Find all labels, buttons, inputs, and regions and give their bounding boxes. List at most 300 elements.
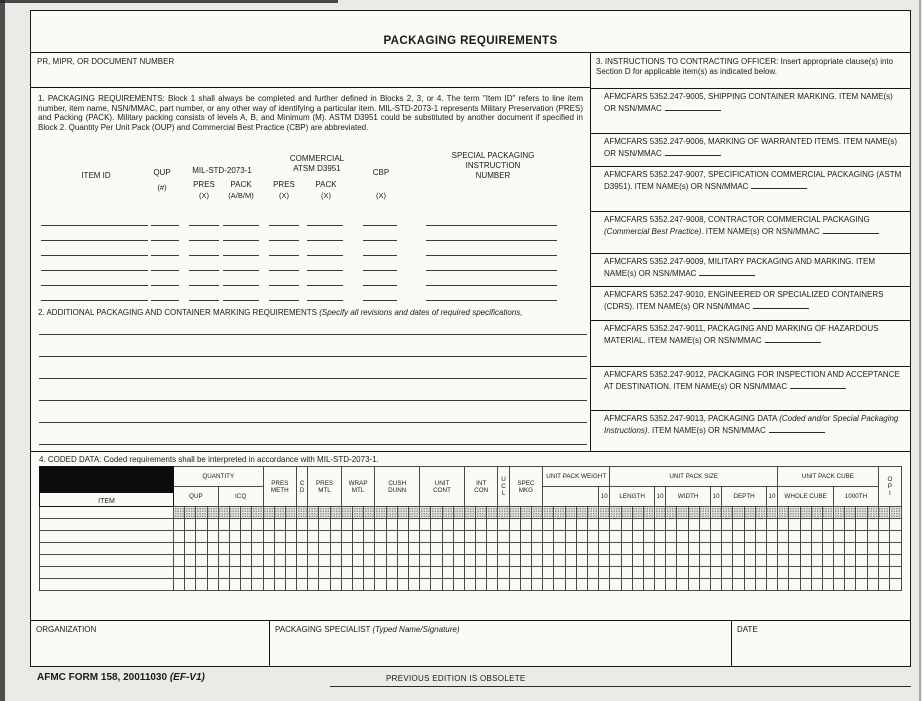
entry-line[interactable] — [363, 255, 397, 256]
coded-cell[interactable] — [643, 519, 654, 531]
coded-cell[interactable] — [196, 567, 207, 579]
coded-cell[interactable] — [845, 507, 856, 519]
coded-cell[interactable] — [297, 579, 308, 591]
entry-line[interactable] — [426, 240, 557, 241]
coded-cell[interactable] — [699, 579, 710, 591]
coded-cell[interactable] — [420, 531, 431, 543]
coded-cell[interactable] — [308, 507, 319, 519]
coded-cell[interactable] — [766, 543, 777, 555]
coded-cell[interactable] — [453, 567, 464, 579]
coded-cell[interactable] — [867, 543, 878, 555]
coded-cell[interactable] — [509, 507, 520, 519]
coded-cell[interactable] — [241, 567, 252, 579]
coded-item-cell[interactable] — [40, 519, 174, 531]
clause-fill-line[interactable] — [790, 380, 846, 389]
coded-cell[interactable] — [218, 507, 229, 519]
coded-cell[interactable] — [867, 507, 878, 519]
coded-cell[interactable] — [375, 555, 386, 567]
coded-cell[interactable] — [610, 555, 621, 567]
coded-cell[interactable] — [196, 555, 207, 567]
coded-cell[interactable] — [241, 543, 252, 555]
coded-cell[interactable] — [800, 567, 811, 579]
entry-line[interactable] — [189, 300, 219, 301]
coded-cell[interactable] — [610, 507, 621, 519]
coded-cell[interactable] — [185, 567, 196, 579]
coded-cell[interactable] — [643, 567, 654, 579]
coded-cell[interactable] — [509, 531, 520, 543]
coded-cell[interactable] — [699, 555, 710, 567]
coded-cell[interactable] — [218, 543, 229, 555]
coded-cell[interactable] — [890, 519, 902, 531]
coded-cell[interactable] — [420, 543, 431, 555]
coded-cell[interactable] — [711, 531, 722, 543]
coded-cell[interactable] — [375, 531, 386, 543]
entry-line[interactable] — [189, 225, 219, 226]
entry-line[interactable] — [363, 270, 397, 271]
coded-cell[interactable] — [688, 555, 699, 567]
coded-cell[interactable] — [778, 507, 789, 519]
coded-cell[interactable] — [733, 555, 744, 567]
coded-cell[interactable] — [688, 543, 699, 555]
coded-cell[interactable] — [453, 555, 464, 567]
coded-cell[interactable] — [431, 531, 442, 543]
entry-line[interactable] — [223, 240, 259, 241]
coded-cell[interactable] — [856, 555, 867, 567]
coded-cell[interactable] — [565, 579, 576, 591]
coded-cell[interactable] — [834, 531, 845, 543]
coded-cell[interactable] — [599, 567, 610, 579]
coded-cell[interactable] — [353, 579, 364, 591]
coded-cell[interactable] — [822, 567, 833, 579]
coded-cell[interactable] — [308, 519, 319, 531]
coded-cell[interactable] — [677, 543, 688, 555]
entry-line[interactable] — [269, 300, 299, 301]
coded-cell[interactable] — [867, 531, 878, 543]
coded-cell[interactable] — [811, 579, 822, 591]
coded-cell[interactable] — [543, 567, 554, 579]
coded-cell[interactable] — [621, 531, 632, 543]
coded-cell[interactable] — [834, 567, 845, 579]
coded-cell[interactable] — [722, 531, 733, 543]
coded-cell[interactable] — [487, 555, 498, 567]
entry-line[interactable] — [39, 400, 587, 401]
coded-cell[interactable] — [666, 519, 677, 531]
coded-cell[interactable] — [733, 543, 744, 555]
coded-item-cell[interactable] — [40, 555, 174, 567]
coded-cell[interactable] — [845, 531, 856, 543]
coded-cell[interactable] — [520, 531, 531, 543]
coded-cell[interactable] — [408, 519, 419, 531]
coded-cell[interactable] — [890, 579, 902, 591]
coded-cell[interactable] — [778, 579, 789, 591]
coded-cell[interactable] — [274, 579, 285, 591]
coded-cell[interactable] — [386, 543, 397, 555]
coded-cell[interactable] — [431, 567, 442, 579]
coded-cell[interactable] — [778, 567, 789, 579]
coded-cell[interactable] — [789, 567, 800, 579]
coded-cell[interactable] — [532, 519, 543, 531]
coded-cell[interactable] — [867, 555, 878, 567]
coded-cell[interactable] — [845, 519, 856, 531]
coded-cell[interactable] — [476, 543, 487, 555]
coded-cell[interactable] — [800, 555, 811, 567]
coded-cell[interactable] — [543, 531, 554, 543]
coded-cell[interactable] — [867, 579, 878, 591]
packaging-specialist-field[interactable] — [269, 621, 731, 666]
coded-cell[interactable] — [655, 567, 666, 579]
coded-cell[interactable] — [890, 555, 902, 567]
coded-cell[interactable] — [688, 531, 699, 543]
coded-cell[interactable] — [207, 507, 218, 519]
coded-cell[interactable] — [834, 519, 845, 531]
entry-line[interactable] — [223, 225, 259, 226]
coded-cell[interactable] — [431, 543, 442, 555]
coded-cell[interactable] — [722, 567, 733, 579]
coded-cell[interactable] — [666, 579, 677, 591]
coded-cell[interactable] — [599, 531, 610, 543]
coded-cell[interactable] — [408, 543, 419, 555]
coded-cell[interactable] — [319, 531, 330, 543]
coded-cell[interactable] — [285, 579, 296, 591]
coded-cell[interactable] — [621, 543, 632, 555]
coded-cell[interactable] — [688, 567, 699, 579]
coded-cell[interactable] — [845, 543, 856, 555]
entry-line[interactable] — [39, 356, 587, 357]
coded-cell[interactable] — [878, 543, 889, 555]
coded-cell[interactable] — [766, 519, 777, 531]
coded-cell[interactable] — [397, 507, 408, 519]
coded-cell[interactable] — [341, 579, 352, 591]
coded-cell[interactable] — [218, 555, 229, 567]
coded-cell[interactable] — [274, 519, 285, 531]
coded-cell[interactable] — [699, 531, 710, 543]
coded-cell[interactable] — [811, 519, 822, 531]
coded-cell[interactable] — [464, 555, 475, 567]
entry-line[interactable] — [41, 285, 148, 286]
coded-item-cell[interactable] — [40, 543, 174, 555]
coded-cell[interactable] — [498, 555, 509, 567]
coded-cell[interactable] — [778, 519, 789, 531]
coded-cell[interactable] — [509, 555, 520, 567]
coded-cell[interactable] — [319, 519, 330, 531]
coded-cell[interactable] — [890, 531, 902, 543]
coded-cell[interactable] — [856, 567, 867, 579]
coded-cell[interactable] — [464, 567, 475, 579]
coded-cell[interactable] — [621, 519, 632, 531]
coded-cell[interactable] — [755, 567, 766, 579]
clause-fill-line[interactable] — [753, 300, 809, 309]
coded-cell[interactable] — [185, 507, 196, 519]
coded-cell[interactable] — [442, 519, 453, 531]
coded-cell[interactable] — [543, 507, 554, 519]
coded-cell[interactable] — [174, 519, 185, 531]
coded-cell[interactable] — [587, 531, 598, 543]
coded-cell[interactable] — [576, 555, 587, 567]
coded-cell[interactable] — [587, 555, 598, 567]
coded-cell[interactable] — [520, 579, 531, 591]
coded-cell[interactable] — [252, 519, 263, 531]
coded-cell[interactable] — [285, 555, 296, 567]
entry-line[interactable] — [41, 270, 148, 271]
coded-cell[interactable] — [576, 531, 587, 543]
entry-line[interactable] — [269, 225, 299, 226]
coded-cell[interactable] — [811, 507, 822, 519]
entry-line[interactable] — [39, 444, 587, 445]
coded-cell[interactable] — [330, 543, 341, 555]
entry-line[interactable] — [307, 300, 343, 301]
coded-cell[interactable] — [856, 519, 867, 531]
coded-cell[interactable] — [308, 555, 319, 567]
clause-fill-line[interactable] — [751, 180, 807, 189]
coded-cell[interactable] — [241, 507, 252, 519]
coded-cell[interactable] — [655, 543, 666, 555]
coded-cell[interactable] — [565, 507, 576, 519]
coded-cell[interactable] — [554, 579, 565, 591]
coded-cell[interactable] — [319, 579, 330, 591]
coded-cell[interactable] — [576, 507, 587, 519]
coded-cell[interactable] — [408, 555, 419, 567]
coded-cell[interactable] — [453, 519, 464, 531]
coded-cell[interactable] — [263, 555, 274, 567]
coded-cell[interactable] — [789, 507, 800, 519]
coded-cell[interactable] — [353, 543, 364, 555]
coded-cell[interactable] — [207, 531, 218, 543]
coded-cell[interactable] — [733, 579, 744, 591]
coded-cell[interactable] — [666, 567, 677, 579]
coded-cell[interactable] — [498, 507, 509, 519]
coded-cell[interactable] — [845, 579, 856, 591]
coded-cell[interactable] — [632, 531, 643, 543]
coded-cell[interactable] — [241, 519, 252, 531]
coded-cell[interactable] — [420, 579, 431, 591]
coded-cell[interactable] — [822, 579, 833, 591]
coded-cell[interactable] — [565, 543, 576, 555]
coded-cell[interactable] — [677, 507, 688, 519]
coded-cell[interactable] — [554, 507, 565, 519]
coded-cell[interactable] — [755, 543, 766, 555]
coded-cell[interactable] — [509, 579, 520, 591]
coded-cell[interactable] — [196, 579, 207, 591]
entry-line[interactable] — [363, 240, 397, 241]
coded-cell[interactable] — [520, 543, 531, 555]
coded-cell[interactable] — [543, 555, 554, 567]
coded-cell[interactable] — [599, 507, 610, 519]
entry-line[interactable] — [269, 240, 299, 241]
entry-line[interactable] — [189, 255, 219, 256]
coded-cell[interactable] — [476, 519, 487, 531]
coded-cell[interactable] — [711, 507, 722, 519]
coded-cell[interactable] — [733, 519, 744, 531]
coded-cell[interactable] — [543, 543, 554, 555]
coded-cell[interactable] — [364, 507, 375, 519]
coded-cell[interactable] — [498, 579, 509, 591]
coded-cell[interactable] — [599, 555, 610, 567]
coded-cell[interactable] — [185, 579, 196, 591]
coded-cell[interactable] — [274, 543, 285, 555]
coded-cell[interactable] — [666, 507, 677, 519]
coded-cell[interactable] — [341, 555, 352, 567]
coded-cell[interactable] — [789, 579, 800, 591]
clause-fill-line[interactable] — [665, 102, 721, 111]
coded-cell[interactable] — [811, 567, 822, 579]
coded-cell[interactable] — [442, 555, 453, 567]
coded-cell[interactable] — [856, 543, 867, 555]
coded-cell[interactable] — [800, 579, 811, 591]
entry-line[interactable] — [426, 255, 557, 256]
coded-cell[interactable] — [856, 507, 867, 519]
coded-cell[interactable] — [890, 507, 902, 519]
coded-cell[interactable] — [655, 507, 666, 519]
coded-cell[interactable] — [476, 567, 487, 579]
coded-cell[interactable] — [655, 555, 666, 567]
coded-cell[interactable] — [878, 555, 889, 567]
coded-cell[interactable] — [341, 507, 352, 519]
coded-cell[interactable] — [800, 519, 811, 531]
entry-line[interactable] — [223, 300, 259, 301]
coded-cell[interactable] — [498, 543, 509, 555]
entry-line[interactable] — [426, 285, 557, 286]
coded-cell[interactable] — [364, 555, 375, 567]
coded-cell[interactable] — [252, 531, 263, 543]
coded-cell[interactable] — [319, 555, 330, 567]
coded-cell[interactable] — [442, 579, 453, 591]
entry-line[interactable] — [269, 285, 299, 286]
coded-cell[interactable] — [755, 555, 766, 567]
coded-cell[interactable] — [386, 555, 397, 567]
coded-cell[interactable] — [789, 555, 800, 567]
coded-cell[interactable] — [364, 567, 375, 579]
coded-cell[interactable] — [464, 543, 475, 555]
coded-cell[interactable] — [766, 555, 777, 567]
coded-cell[interactable] — [185, 555, 196, 567]
coded-cell[interactable] — [252, 507, 263, 519]
coded-cell[interactable] — [677, 531, 688, 543]
coded-cell[interactable] — [800, 507, 811, 519]
coded-cell[interactable] — [677, 579, 688, 591]
coded-cell[interactable] — [811, 543, 822, 555]
coded-cell[interactable] — [834, 507, 845, 519]
coded-cell[interactable] — [218, 579, 229, 591]
coded-cell[interactable] — [856, 531, 867, 543]
coded-cell[interactable] — [229, 555, 240, 567]
coded-cell[interactable] — [453, 531, 464, 543]
coded-cell[interactable] — [822, 519, 833, 531]
coded-cell[interactable] — [442, 507, 453, 519]
coded-cell[interactable] — [207, 519, 218, 531]
coded-cell[interactable] — [822, 543, 833, 555]
coded-cell[interactable] — [431, 507, 442, 519]
coded-cell[interactable] — [285, 543, 296, 555]
coded-cell[interactable] — [576, 567, 587, 579]
coded-cell[interactable] — [632, 519, 643, 531]
coded-cell[interactable] — [174, 579, 185, 591]
coded-cell[interactable] — [532, 567, 543, 579]
coded-cell[interactable] — [733, 531, 744, 543]
coded-cell[interactable] — [498, 567, 509, 579]
coded-cell[interactable] — [308, 531, 319, 543]
coded-cell[interactable] — [386, 567, 397, 579]
coded-cell[interactable] — [822, 555, 833, 567]
coded-cell[interactable] — [867, 567, 878, 579]
coded-cell[interactable] — [297, 567, 308, 579]
coded-cell[interactable] — [487, 543, 498, 555]
coded-cell[interactable] — [487, 507, 498, 519]
coded-cell[interactable] — [643, 531, 654, 543]
coded-cell[interactable] — [487, 579, 498, 591]
coded-cell[interactable] — [476, 507, 487, 519]
coded-cell[interactable] — [498, 531, 509, 543]
coded-cell[interactable] — [353, 567, 364, 579]
coded-cell[interactable] — [375, 543, 386, 555]
entry-line[interactable] — [39, 334, 587, 335]
coded-cell[interactable] — [800, 531, 811, 543]
entry-line[interactable] — [39, 378, 587, 379]
coded-cell[interactable] — [487, 519, 498, 531]
coded-cell[interactable] — [431, 555, 442, 567]
coded-cell[interactable] — [263, 579, 274, 591]
coded-cell[interactable] — [174, 555, 185, 567]
coded-cell[interactable] — [252, 567, 263, 579]
coded-cell[interactable] — [778, 531, 789, 543]
coded-cell[interactable] — [800, 543, 811, 555]
coded-cell[interactable] — [297, 543, 308, 555]
coded-cell[interactable] — [621, 507, 632, 519]
coded-cell[interactable] — [364, 543, 375, 555]
coded-cell[interactable] — [621, 567, 632, 579]
coded-cell[interactable] — [789, 531, 800, 543]
coded-cell[interactable] — [207, 579, 218, 591]
coded-cell[interactable] — [722, 579, 733, 591]
coded-cell[interactable] — [297, 531, 308, 543]
clause-fill-line[interactable] — [823, 225, 879, 234]
coded-cell[interactable] — [610, 567, 621, 579]
coded-cell[interactable] — [319, 507, 330, 519]
coded-cell[interactable] — [353, 531, 364, 543]
coded-cell[interactable] — [610, 579, 621, 591]
coded-cell[interactable] — [476, 555, 487, 567]
coded-cell[interactable] — [733, 507, 744, 519]
coded-cell[interactable] — [509, 567, 520, 579]
coded-cell[interactable] — [241, 579, 252, 591]
coded-cell[interactable] — [532, 531, 543, 543]
coded-cell[interactable] — [453, 507, 464, 519]
coded-cell[interactable] — [364, 519, 375, 531]
entry-line[interactable] — [269, 255, 299, 256]
coded-cell[interactable] — [632, 555, 643, 567]
coded-cell[interactable] — [297, 507, 308, 519]
coded-cell[interactable] — [520, 507, 531, 519]
coded-cell[interactable] — [330, 567, 341, 579]
coded-cell[interactable] — [621, 555, 632, 567]
coded-cell[interactable] — [353, 507, 364, 519]
entry-line[interactable] — [307, 270, 343, 271]
coded-cell[interactable] — [319, 543, 330, 555]
entry-line[interactable] — [363, 300, 397, 301]
coded-cell[interactable] — [587, 519, 598, 531]
coded-cell[interactable] — [766, 567, 777, 579]
entry-line[interactable] — [189, 270, 219, 271]
coded-cell[interactable] — [274, 567, 285, 579]
coded-cell[interactable] — [476, 579, 487, 591]
coded-cell[interactable] — [218, 519, 229, 531]
coded-cell[interactable] — [386, 519, 397, 531]
coded-cell[interactable] — [285, 519, 296, 531]
coded-cell[interactable] — [766, 507, 777, 519]
coded-cell[interactable] — [431, 579, 442, 591]
coded-cell[interactable] — [207, 567, 218, 579]
clause-fill-line[interactable] — [765, 334, 821, 343]
coded-cell[interactable] — [744, 543, 755, 555]
